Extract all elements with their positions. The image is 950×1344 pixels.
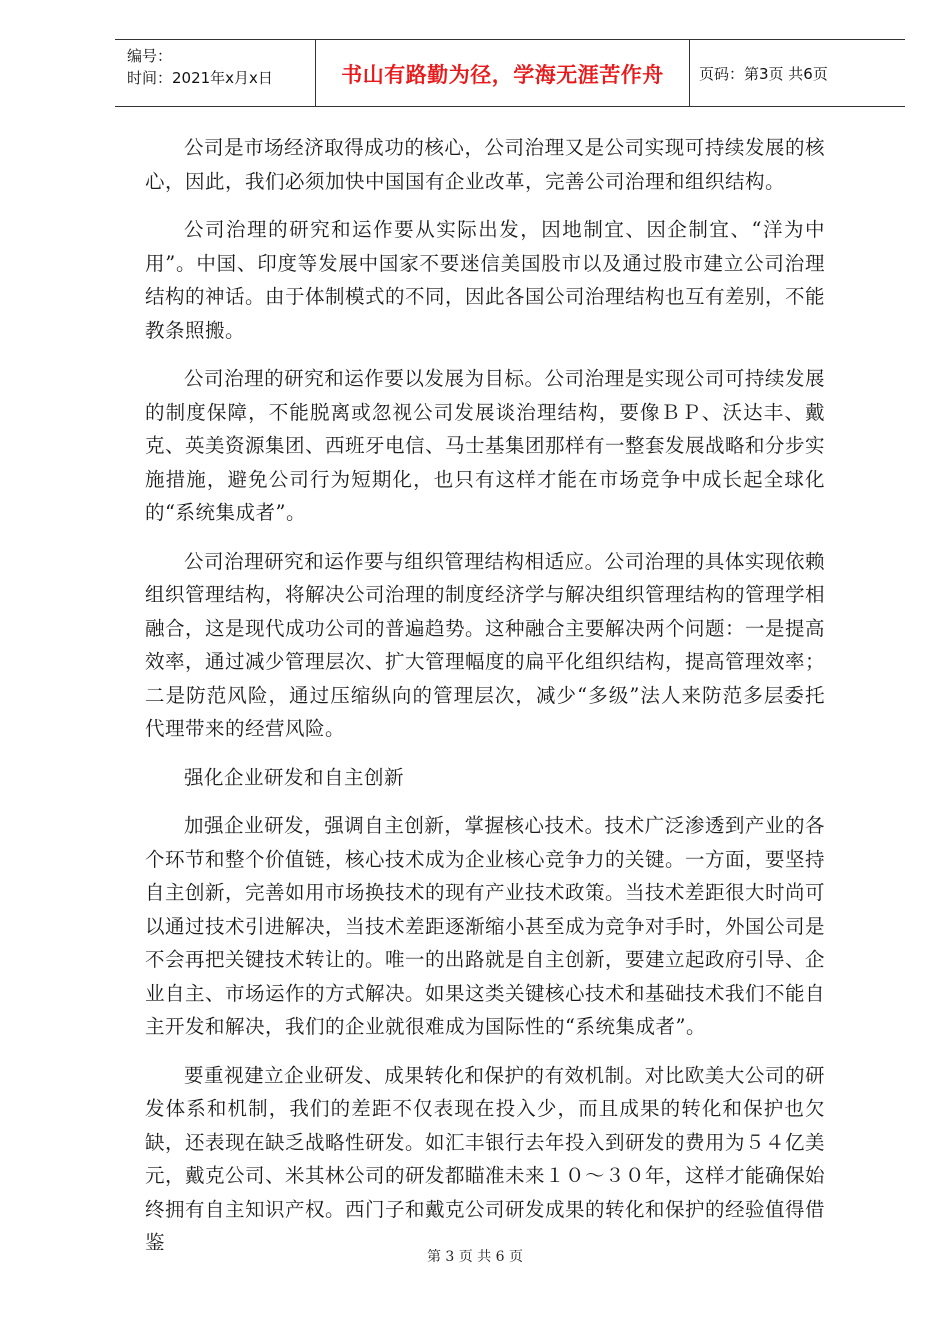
header-motto-cell: [316, 40, 690, 106]
paragraph: 公司治理研究和运作要与组织管理结构相适应。公司治理的具体实现依赖组织管理结构，将解决公司治理的制度经济学与解决组织管理结构的管理学相融合，这是现代成功公司的普遍趋势。这种融合主要解决两个问题：一是提高效率，通过减少管理层次、扩大管理幅度的扁平化组织结构，提高管理效率；二是防范风险，通过压缩纵向的管理层次，减少“多级”法人来防范多层委托代理带来的经营风险。: [145, 549, 826, 740]
header-motto: 书山有路勤为径，学海无涯苦作舟: [341, 63, 664, 87]
page-footer: 第 3 页 共 6 页: [426, 1249, 524, 1265]
serial-number-label: 编号：: [127, 47, 173, 65]
paragraph: 公司治理的研究和运作要从实际出发，因地制宜、因企制宜、“洋为中用”。中国、印度等发展中国家不要迷信美国股市以及通过股市建立公司治理结构的神话。由于体制模式的不同，因此各国公司治理结构也互有差别，不能教条照搬。: [145, 218, 826, 342]
paragraph: 要重视建立企业研发、成果转化和保护的有效机制。对比欧美大公司的研发体系和机制，我们的差距不仅表现在投入少，而且成果的转化和保护也欠缺，还表现在缺乏战略性研发。如汇丰银行去年投入到研发的费用为５４亿美元，戴克公司、米其林公司的研发都瞄准未来１０～３０年，这样才能确保始终拥有自主知识产权。西门子和戴克公司研发成果的转化和保护的经验值得借鉴: [145, 1063, 826, 1254]
paragraph: 公司是市场经济取得成功的核心，公司治理又是公司实现可持续发展的核心，因此，我们必须加快中国国有企业改革，完善公司治理和组织结构。: [145, 136, 825, 193]
section-heading: 强化企业研发和自主创新: [184, 765, 405, 789]
header-page-cell: [690, 40, 905, 106]
paragraph: 公司治理的研究和运作要以发展为目标。公司治理是实现公司可持续发展的制度保障，不能脱离或忽视公司发展谈治理结构，要像ＢＰ、沃达丰、戴克、英美资源集团、西班牙电信、马士基集团那样有一整套发展战略和分步实施措施，避免公司行为短期化，也只有这样才能在市场竞争中成长起全球化的“系统集成者”。: [145, 367, 826, 524]
page-header: [115, 39, 905, 107]
paragraph: 加强企业研发，强调自主创新，掌握核心技术。技术广泛渗透到产业的各个环节和整个价值链，核心技术成为企业核心竞争力的关键。一方面，要坚持自主创新，完善如用市场换技术的现有产业技术政策。当技术差距很大时尚可以通过技术引进解决，当技术差距逐渐缩小甚至成为竞争对手时，外国公司是不会再把关键技术转让的。唯一的出路就是自主创新，要建立起政府引导、企业自主、市场运作的方式解决。如果这类关键核心技术和基础技术我们不能自主开发和解决，我们的企业就很难成为国际性的“系统集成者”。: [145, 814, 826, 1038]
header-page-number: 页码：第3页 共6页: [699, 64, 828, 83]
header-meta: [115, 40, 316, 106]
document-body: [145, 131, 825, 1275]
date-label: 时间：2021年x月x日: [127, 69, 273, 87]
